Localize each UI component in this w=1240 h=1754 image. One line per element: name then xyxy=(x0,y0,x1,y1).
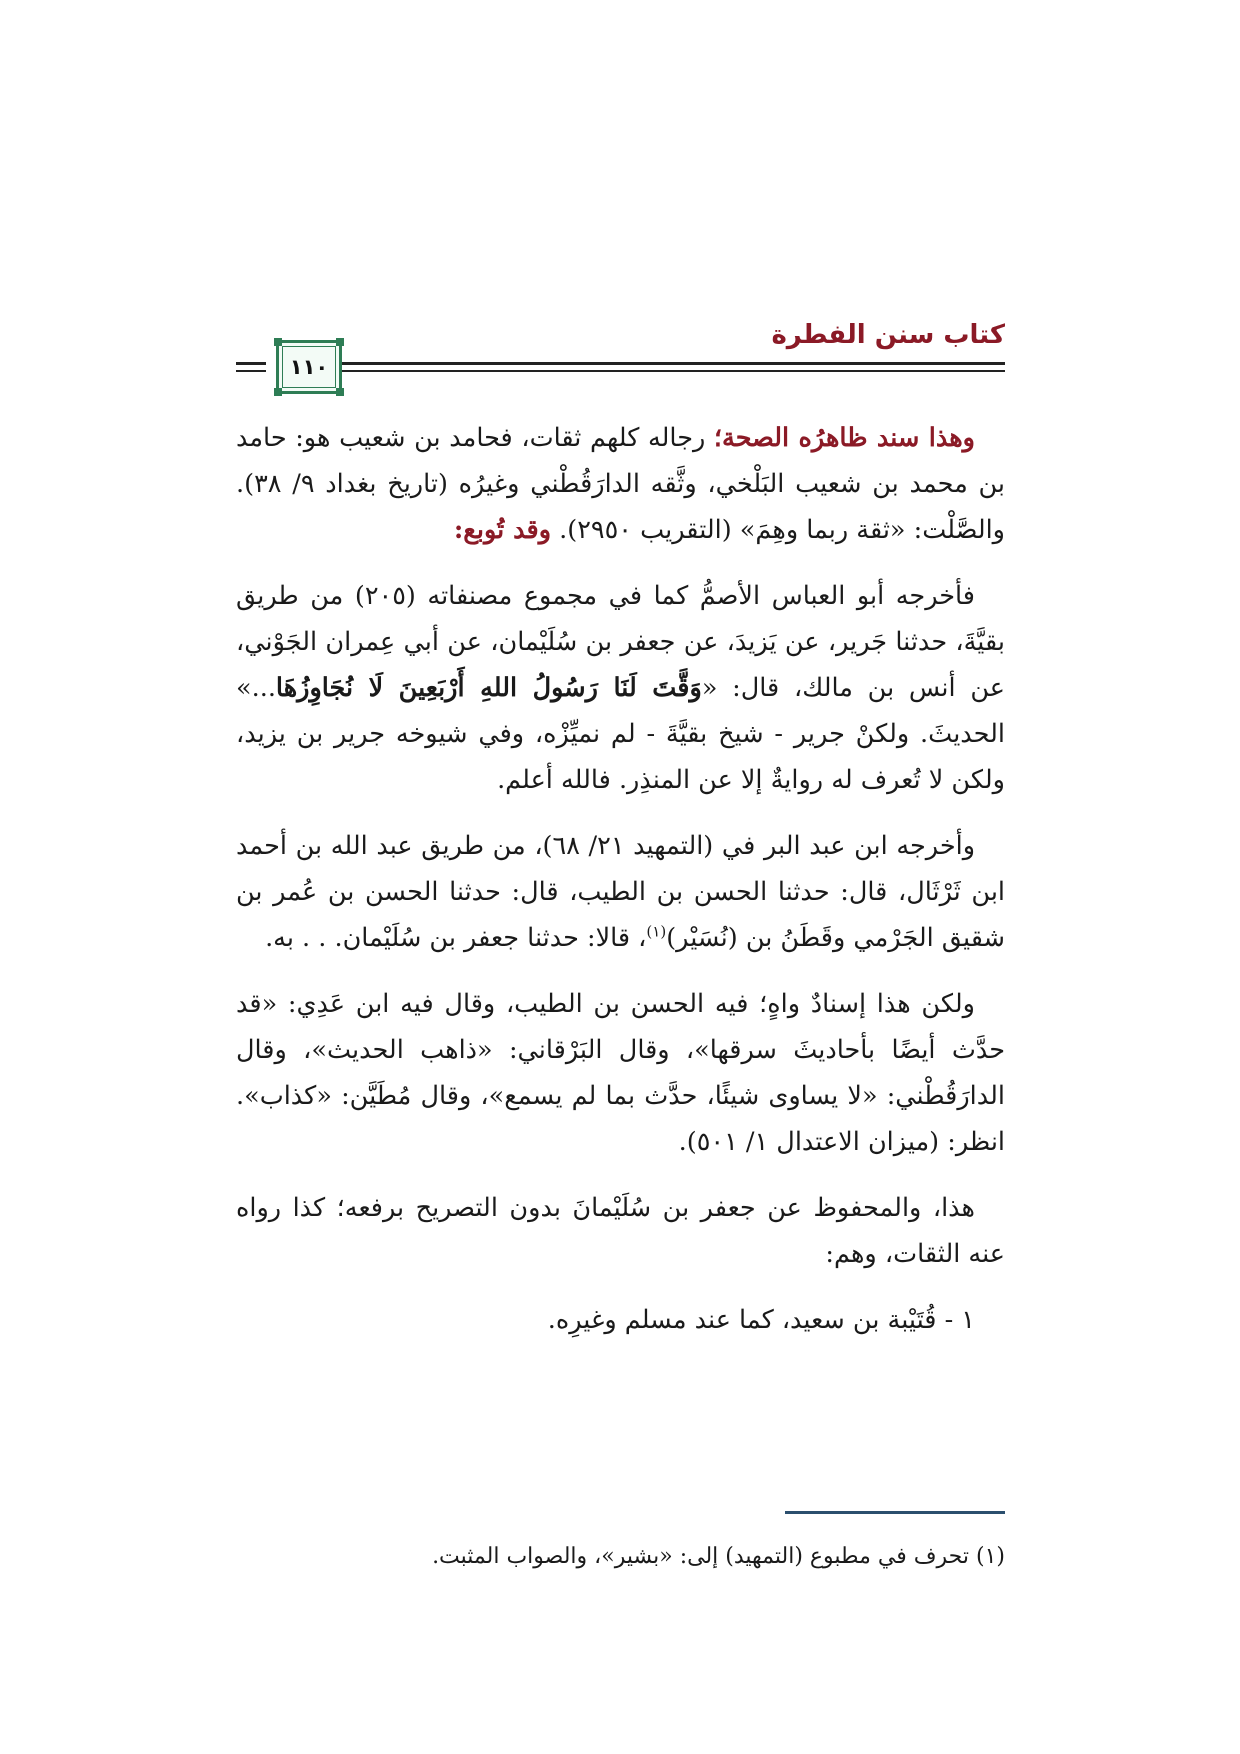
header-rule xyxy=(342,362,466,365)
page-header xyxy=(236,318,1005,408)
page-number: ١١٠ xyxy=(289,355,329,379)
paragraph-text: هذا، والمحفوظ عن جعفر بن سُلَيْمانَ بدون التصريح برفعه؛ كذا رواه عنه الثقات، وهم: xyxy=(236,1193,1005,1269)
paragraph xyxy=(236,573,1005,803)
page-number-badge xyxy=(276,340,342,394)
paragraph xyxy=(236,823,1005,961)
list-item-text: ١ - قُتَيْبة بن سعيد، كما عند مسلم وغيرِه. xyxy=(547,1305,975,1335)
header-rule xyxy=(342,370,466,372)
main-text xyxy=(236,415,1005,1363)
ornament-corner-icon xyxy=(336,388,344,396)
running-title: كتاب سنن الفطرة xyxy=(771,320,1005,350)
footnote-reference[interactable]: (١) xyxy=(646,922,667,941)
highlight-phrase: وقد تُوبع: xyxy=(453,515,552,545)
paragraph xyxy=(236,415,1005,553)
footnote xyxy=(236,1540,1005,1574)
footnote-separator xyxy=(785,1511,1005,1514)
header-rule xyxy=(465,370,1005,372)
paragraph-text: ، قالا: حدثنا جعفر بن سُلَيْمان. . . به. xyxy=(265,923,647,953)
header-rule xyxy=(236,370,266,372)
highlight-phrase: وهذا سند ظاهرُه الصحة؛ xyxy=(713,423,975,453)
header-rule xyxy=(465,362,1005,365)
paragraph-text: ...» الحديثَ. ولكنْ جرير - شيخ بقيَّةَ - لم نميِّزْه، وفي شيوخه جرير بن يزيد، ولكن لا تُعرف له روايةٌ إلا عن المنذِر. فالله أعلم. xyxy=(236,673,1005,795)
paragraph-text: فأخرجه أبو العباس الأصمُّ كما في مجموع مصنفاته (٢٠٥) من طريق بقيَّةَ، حدثنا جَرير، عن يَزيدَ، عن جعفر بن سُلَيْمان، عن أبي عِمران الجَوْني، عن أنس بن مالك، قال: « xyxy=(236,581,1005,703)
paragraph-text: ولكن هذا إسنادٌ واهٍ؛ فيه الحسن بن الطيب، وقال فيه ابن عَدِي: «قد حدَّث أيضًا بأحاديثَ سرقها»، وقال البَرْقاني: «ذاهب الحديث»، وقال الدارَقُطْني: «لا يساوى شيئًا، حدَّث بما لم يسمع»، وقال مُطَيَّن: «كذاب». انظر: (ميزان الاعتدال ١/ ٥٠١). xyxy=(236,989,1005,1157)
list-item xyxy=(236,1297,1005,1343)
header-rule xyxy=(236,362,266,365)
ornament-corner-icon xyxy=(274,338,282,346)
paragraph-text: وأخرجه ابن عبد البر في (التمهيد ٢١/ ٦٨)، من طريق عبد الله بن أحمد ابن ثَرْثَال، قال: حدثنا الحسن بن الطيب، قال: حدثنا الحسن بن عُمر بن شقيق الجَرْمي وقَطَنُ بن (نُسَيْر) xyxy=(236,831,1005,953)
hadith-quote: وَقَّتَ لَنَا رَسُولُ اللهِ أَرْبَعِينَ لَا نُجَاوِزُهَا xyxy=(275,673,702,703)
paragraph xyxy=(236,1185,1005,1277)
ornament-corner-icon xyxy=(274,388,282,396)
paragraph xyxy=(236,981,1005,1165)
ornament-corner-icon xyxy=(336,338,344,346)
footnote-text: (١) تحرف في مطبوع (التمهيد) إلى: «بشير»، والصواب المثبت. xyxy=(432,1544,1005,1569)
paragraph-text: رجاله كلهم ثقات، فحامد بن شعيب هو: حامد بن محمد بن شعيب البَلْخي، وثَّقه الدارَقُطْني وغيرُه (تاريخ بغداد ٩/ ٣٨). والصَّلْت: «ثقة ربما وهِمَ» (التقريب ٢٩٥٠). xyxy=(236,423,1005,545)
